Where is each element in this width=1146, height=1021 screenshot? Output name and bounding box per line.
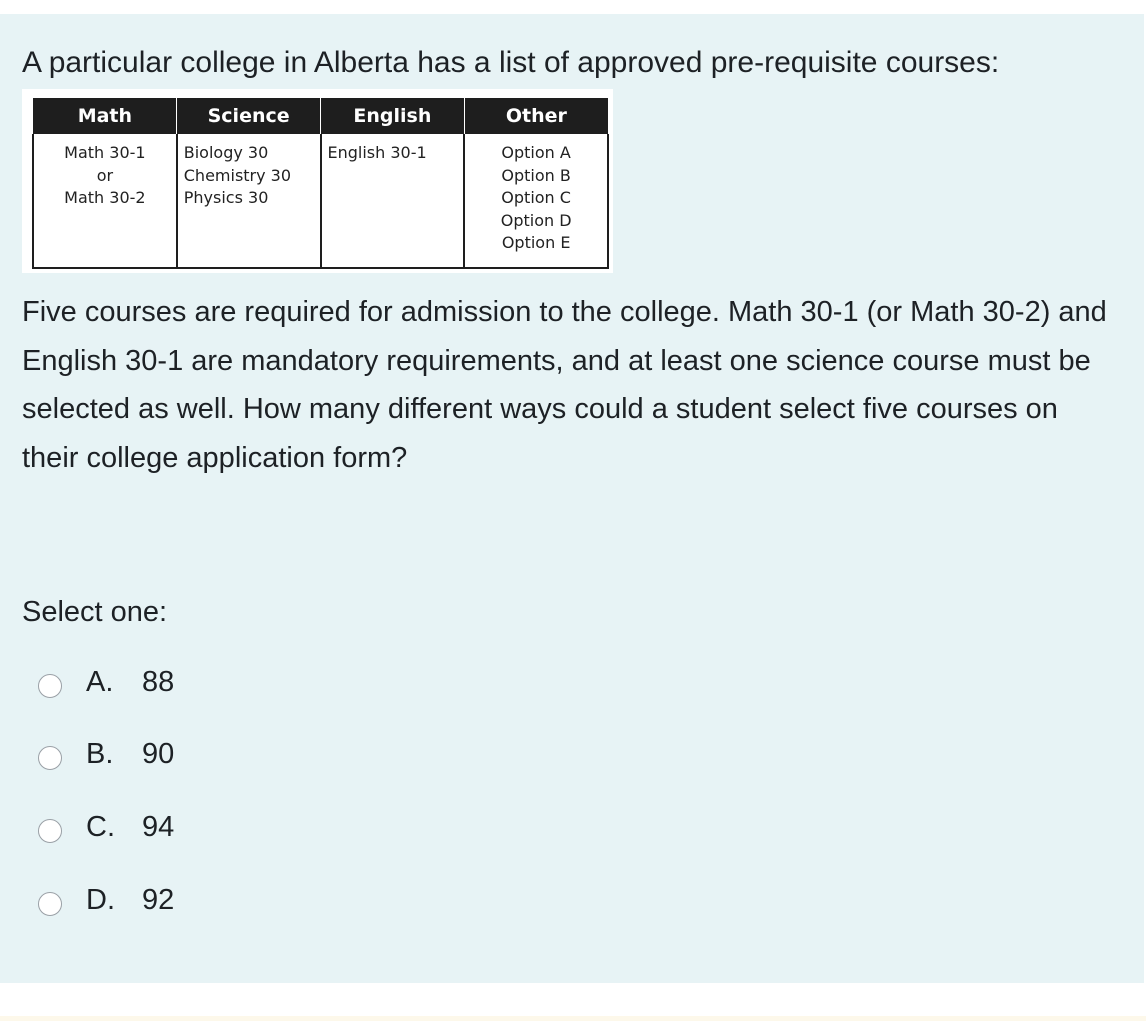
radio-button[interactable] <box>38 892 62 916</box>
course-item: Option E <box>501 233 571 252</box>
answer-option-c[interactable] <box>38 807 174 847</box>
select-prompt: Select one: <box>22 596 168 628</box>
option-value: 90 <box>142 737 175 770</box>
footer-divider <box>0 1016 1146 1021</box>
course-item: English 30-1 <box>327 143 427 162</box>
table-row <box>33 134 608 268</box>
course-item: Option B <box>501 165 571 185</box>
radio-button[interactable] <box>38 674 62 698</box>
course-item: Option A <box>501 143 571 162</box>
course-table-image <box>22 89 613 273</box>
course-item: or <box>96 165 114 185</box>
cell-english <box>321 134 465 268</box>
course-item: Chemistry 30 <box>183 165 292 185</box>
cell-science <box>177 134 321 268</box>
answer-option-b[interactable] <box>38 734 174 774</box>
radio-button[interactable] <box>38 819 62 843</box>
header-science: Science <box>177 98 321 134</box>
course-item: Biology 30 <box>183 143 269 162</box>
answer-option-d[interactable] <box>38 880 174 920</box>
answer-option-a[interactable] <box>38 662 174 702</box>
radio-button[interactable] <box>38 746 62 770</box>
cell-other <box>464 134 608 268</box>
header-english: English <box>321 98 465 134</box>
course-item: Option D <box>500 210 572 230</box>
course-item: Math 30-1 <box>64 143 146 162</box>
option-letter: C. <box>86 810 115 843</box>
course-table <box>32 98 609 269</box>
header-math: Math <box>33 98 177 134</box>
option-value: 88 <box>142 665 175 698</box>
option-letter: D. <box>86 883 115 916</box>
option-letter: A. <box>86 665 114 698</box>
cell-math <box>33 134 177 268</box>
option-letter: B. <box>86 737 114 770</box>
option-value: 94 <box>142 810 175 843</box>
header-other: Other <box>464 98 608 134</box>
question-intro: A particular college in Alberta has a list of approved pre-requisite courses: <box>22 46 1000 79</box>
course-item: Physics 30 <box>183 188 269 207</box>
option-value: 92 <box>142 883 175 916</box>
question-text: Five courses are required for admission to the college. Math 30-1 (or Math 30-2) and English 30-1 are mandatory requirements, and at least one science course must be selected as well. How many different ways could a student select five courses on their college application form? <box>22 296 1107 474</box>
table-header-row <box>33 98 608 134</box>
course-item: Option C <box>501 188 571 207</box>
course-item: Math 30-2 <box>64 188 146 207</box>
